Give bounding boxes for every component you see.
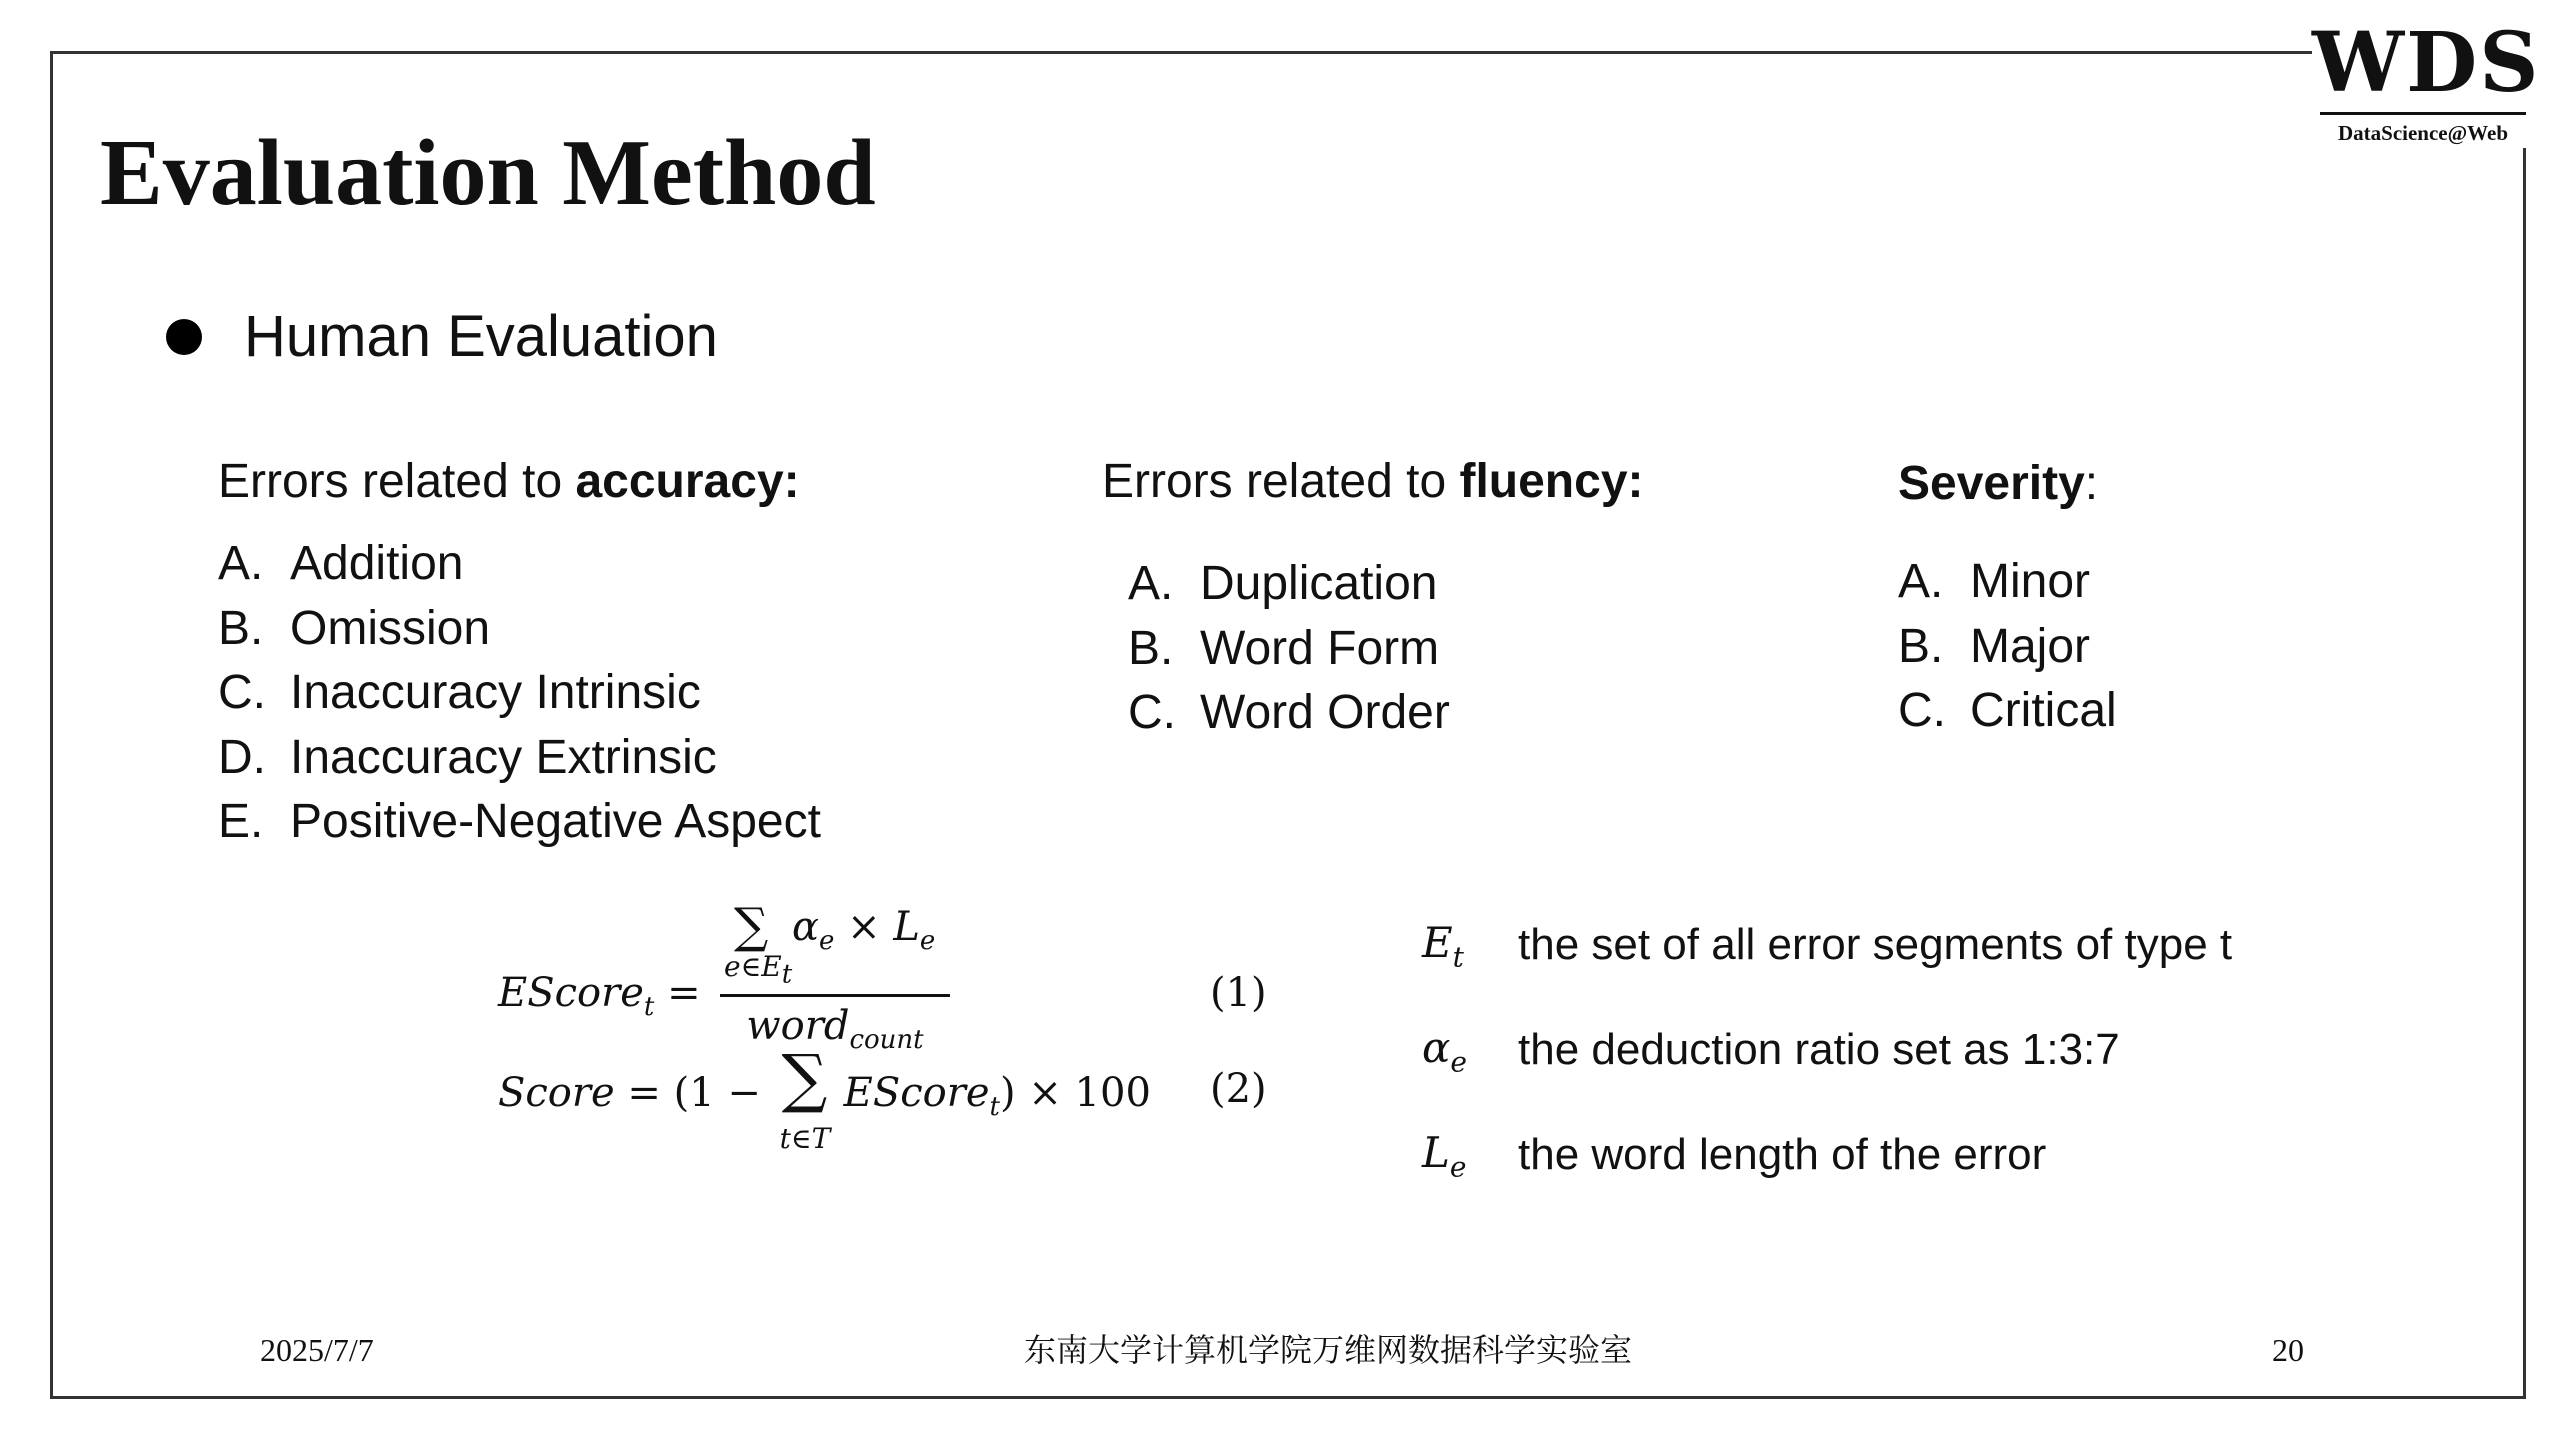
item-letter: C.	[1128, 686, 1176, 739]
logo-text: WDS	[2312, 15, 2541, 111]
accuracy-heading	[218, 450, 821, 514]
eq2-number: (2)	[1210, 1066, 1267, 1112]
accuracy-heading-prefix: Errors related to	[218, 455, 576, 508]
list-item	[1128, 617, 1644, 682]
list-item	[1128, 552, 1644, 617]
item-letter: B.	[1128, 621, 1174, 675]
eq1-times: ×	[847, 904, 881, 950]
list-item	[1898, 679, 2117, 744]
eq1-sum-under	[724, 950, 792, 990]
legend-description: the set of all error segments of type t	[1518, 920, 2233, 969]
fluency-heading	[1102, 450, 1644, 514]
list-item	[218, 597, 821, 662]
legend-symbol-base: L	[1422, 1128, 1450, 1177]
legend-symbol	[1422, 1023, 1467, 1078]
eq2-open: (1 −	[673, 1070, 761, 1116]
item-letter: E.	[218, 795, 264, 848]
eq1-length-sub: e	[919, 926, 936, 956]
eq2-equals: =	[627, 1070, 661, 1116]
eq1-numerator	[720, 890, 950, 994]
item-letter: C.	[218, 666, 266, 719]
legend-description: the deduction ratio set as 1:3:7	[1518, 1025, 2120, 1074]
eq1-equals: =	[667, 970, 701, 1016]
item-label: Minor	[1970, 555, 2091, 608]
eq2-main	[498, 1042, 1151, 1155]
slide-title: Evaluation Method	[100, 121, 876, 225]
list-item	[1128, 681, 1644, 746]
accuracy-heading-bold: accuracy:	[575, 455, 800, 508]
section-heading: Human Evaluation	[244, 304, 718, 369]
sum-icon: ∑	[781, 1042, 828, 1116]
item-label: Inaccuracy Extrinsic	[290, 730, 717, 784]
eq2-term-sub: t	[989, 1092, 1000, 1122]
item-letter: D.	[218, 730, 266, 784]
item-label: Omission	[290, 601, 491, 655]
eq2-term: EScore	[843, 1070, 990, 1116]
logo-subtitle: DataScience@Web	[2337, 121, 2508, 145]
fluency-heading-prefix: Errors related to	[1102, 455, 1460, 508]
legend-symbol	[1422, 918, 1464, 973]
eq1-alpha-sub: e	[819, 926, 835, 956]
eq1-sum-under-text: e∈E	[724, 950, 782, 983]
eq1-lhs-var: EScore	[498, 970, 644, 1016]
wds-logo	[2312, 15, 2541, 148]
eq1-sum-under-sub: t	[781, 959, 793, 990]
legend-symbol-sub: e	[1449, 1150, 1467, 1184]
legend-symbol-sub: e	[1450, 1045, 1467, 1079]
fluency-column	[1102, 450, 1644, 746]
list-item	[218, 532, 821, 597]
item-label: Positive-Negative Aspect	[290, 795, 821, 848]
eq1-alpha: α	[792, 904, 820, 950]
list-item	[218, 661, 821, 726]
eq1-den-sub: count	[849, 1025, 924, 1055]
eq2-sum	[774, 1042, 844, 1155]
item-label: Major	[1970, 619, 2091, 673]
legend-symbol-sub: t	[1452, 940, 1464, 974]
eq1-lhs-sub: t	[643, 992, 655, 1022]
bullet-dot-icon	[166, 319, 202, 355]
page-number: 20	[2272, 1332, 2304, 1368]
item-letter: B.	[1898, 619, 1944, 673]
item-label: Addition	[290, 537, 464, 590]
eq2-sum-under: t∈T	[779, 1122, 831, 1155]
severity-list	[1898, 550, 2117, 744]
item-letter: A.	[1898, 555, 1944, 608]
item-letter: A.	[1128, 557, 1174, 610]
item-label: Word Form	[1200, 621, 1440, 675]
item-label: Inaccuracy Intrinsic	[290, 666, 701, 719]
accuracy-list	[218, 532, 821, 855]
list-item	[218, 790, 821, 855]
logo-rule	[2320, 112, 2526, 115]
item-letter: C.	[1898, 684, 1946, 737]
item-letter: B.	[218, 601, 264, 655]
eq1-lhs	[498, 970, 701, 1022]
eq1-fraction	[720, 890, 950, 1055]
fraction-bar	[720, 994, 950, 997]
fluency-heading-bold: fluency:	[1459, 455, 1644, 508]
list-item	[1898, 615, 2117, 680]
eq2-lhs: Score	[498, 1070, 615, 1116]
item-label: Critical	[1970, 684, 2117, 737]
sum-icon: ∑	[734, 898, 769, 954]
footer-date: 2025/7/7	[260, 1332, 374, 1368]
eq1-number: (1)	[1210, 970, 1267, 1016]
list-item	[218, 726, 821, 791]
item-label: Duplication	[1200, 557, 1438, 610]
eq1-numerator-terms	[792, 904, 935, 956]
eq1-denominator	[720, 1003, 950, 1055]
item-label: Word Order	[1200, 686, 1450, 739]
item-letter: A.	[218, 537, 264, 590]
eq2-close: ) × 100	[1000, 1070, 1151, 1116]
legend-description: the word length of the error	[1518, 1130, 2047, 1179]
eq1-den-var: word	[746, 1003, 850, 1049]
severity-heading	[1898, 452, 2117, 516]
severity-column	[1898, 452, 2117, 744]
legend-symbol-base: α	[1422, 1023, 1451, 1072]
list-item	[1898, 550, 2117, 615]
accuracy-column	[218, 450, 821, 855]
eq1-length: L	[893, 904, 920, 950]
legend-symbol	[1422, 1128, 1466, 1183]
footer-organization: 东南大学计算机学院万维网数据科学实验室	[1024, 1332, 1633, 1368]
section-bullet	[166, 300, 718, 374]
fluency-list	[1128, 552, 1644, 746]
legend-symbol-base: E	[1422, 918, 1453, 967]
severity-heading-suffix: :	[2084, 457, 2099, 510]
severity-heading-bold: Severity	[1898, 457, 2085, 510]
formulas	[490, 890, 1290, 1190]
